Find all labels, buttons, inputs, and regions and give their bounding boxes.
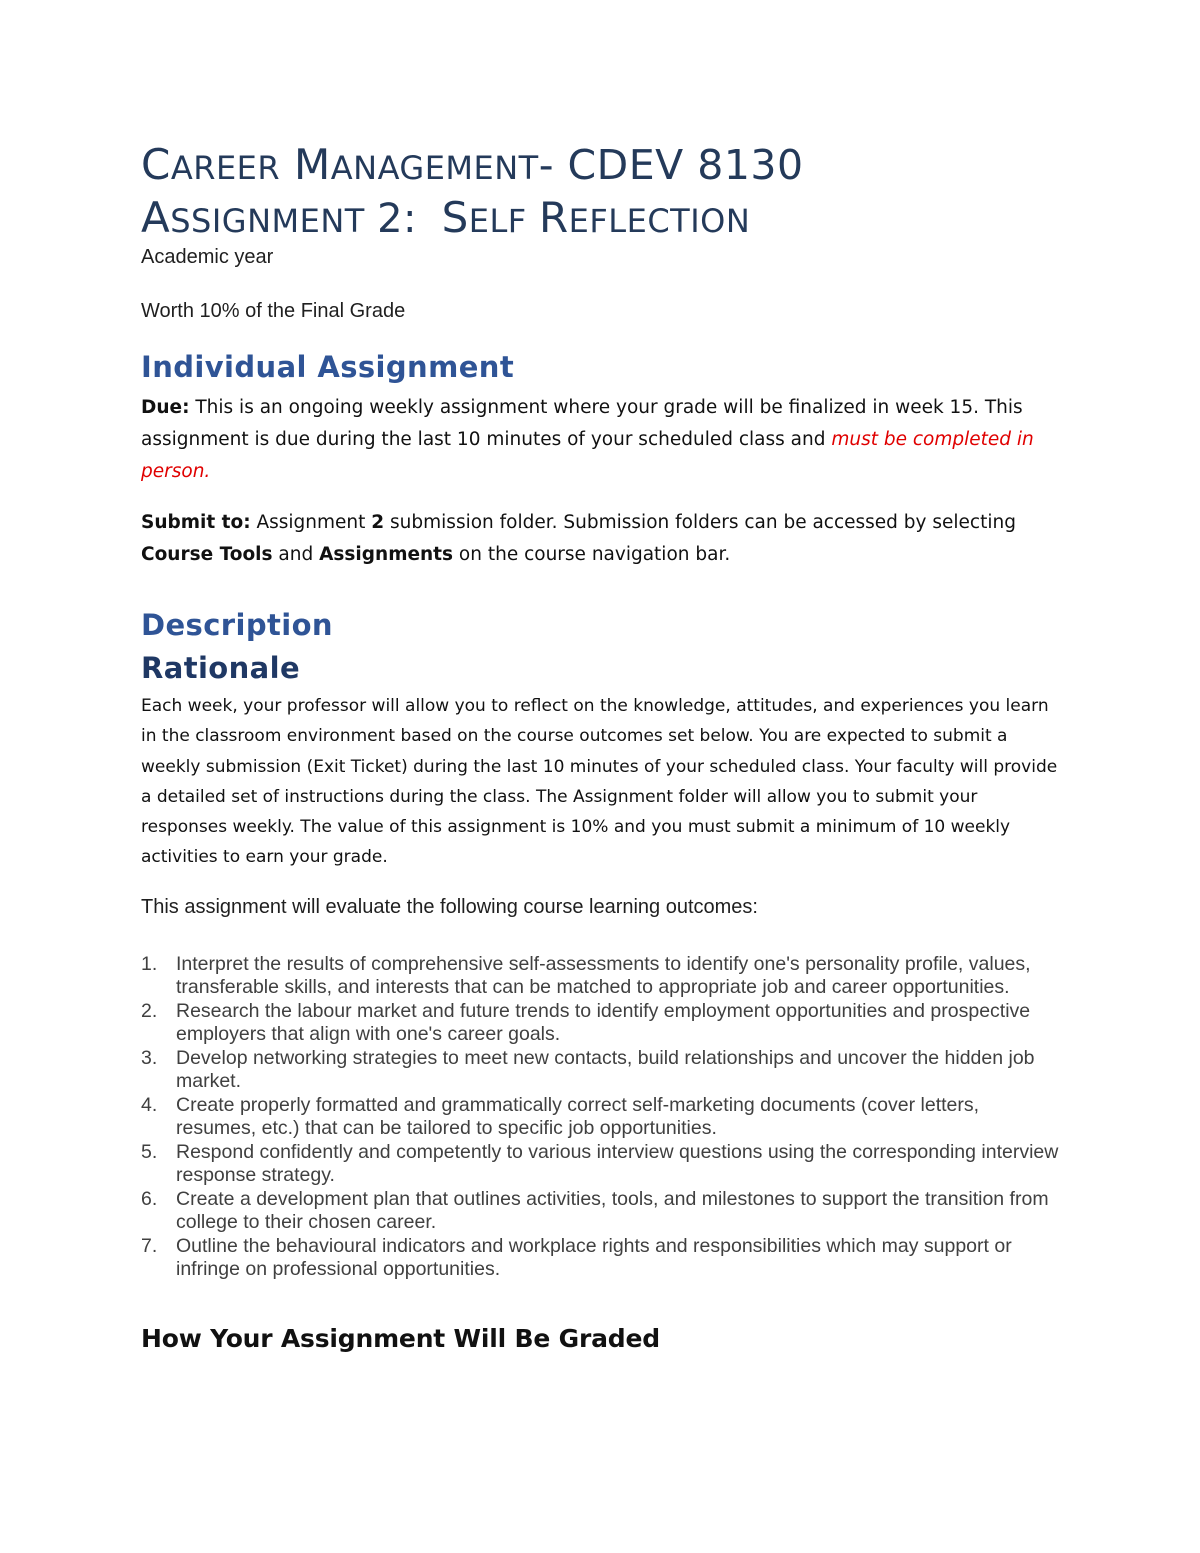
- document-title-line-1: [141, 140, 1061, 189]
- outcomes-intro: This assignment will evaluate the following course learning outcomes:: [141, 895, 758, 918]
- submit-text: Assignment: [250, 512, 372, 533]
- grading-heading: How Your Assignment Will Be Graded: [141, 1323, 660, 1353]
- assignment-number: 2:: [377, 196, 418, 242]
- outcome-text: Create properly formatted and grammatically correct self-marketing documents (cover letters, resumes, etc.) that can be tailored to specific job opportunities.: [176, 1093, 980, 1140]
- due-paragraph: [141, 392, 1061, 488]
- submit-text: submission folder. Submission folders can be accessed by selecting: [384, 512, 1016, 533]
- outcome-number: 7.: [141, 1234, 158, 1257]
- submit-label: Submit to:: [141, 512, 251, 533]
- outcome-item: [141, 1235, 1061, 1282]
- title-cap: M: [293, 140, 331, 189]
- outcome-item: [141, 1141, 1061, 1188]
- outcome-number: 4.: [141, 1093, 158, 1116]
- assignment-number-bold: 2: [371, 512, 385, 533]
- title-cap: R: [538, 193, 569, 242]
- rationale-paragraph: Each week, your professor will allow you to reflect on the knowledge, attitudes, and experiences you learn in the classroom environment based on the course outcomes set below. You are expected to submit a weekly submission (Exit Ticket) during the last 10 minutes of your scheduled class. Your faculty will provide a detailed set of instructions during the class. The Assignment folder will allow you to submit your responses weekly. The value of this assignment is 10% and you must submit a minimum of 10 weekly activities to earn your grade.: [141, 696, 1058, 868]
- description-heading: Description: [141, 608, 333, 642]
- individual-assignment-heading: Individual Assignment: [141, 350, 515, 384]
- assignments-label: Assignments: [319, 544, 454, 565]
- outcome-item: [141, 1047, 1061, 1094]
- submit-text: on the course navigation bar.: [453, 544, 731, 565]
- document-title-line-2: [141, 193, 1061, 242]
- outcome-text: Research the labour market and future trends to identify employment opportunities and prospective employers that align with one's career goals.: [176, 999, 1031, 1046]
- title-smallcaps: EFLECTION: [568, 202, 751, 240]
- submit-text: and: [272, 544, 320, 565]
- outcome-text: Outline the behavioural indicators and workplace rights and responsibilities which may support or infringe on professional opportunities.: [176, 1234, 1012, 1281]
- outcome-text: Respond confidently and competently to various interview questions using the corresponding interview response strategy.: [176, 1140, 1059, 1187]
- outcome-item: [141, 953, 1061, 1000]
- grade-weight: Worth 10% of the Final Grade: [141, 300, 406, 322]
- outcome-number: 3.: [141, 1046, 158, 1069]
- outcome-text: Interpret the results of comprehensive self-assessments to identify one's personality profile, values, transferable skills, and interests that can be matched to appropriate job and career opportunities.: [176, 952, 1031, 999]
- document-content: [141, 138, 1061, 1353]
- title-smallcaps: SSIGNMENT: [170, 202, 365, 240]
- outcome-item: [141, 1000, 1061, 1047]
- outcome-number: 6.: [141, 1187, 158, 1210]
- rationale-heading: Rationale: [141, 651, 301, 685]
- outcome-number: 1.: [141, 952, 158, 975]
- due-emphasis: must be completed in person.: [141, 429, 1034, 482]
- submit-paragraph: [141, 507, 1061, 571]
- title-smallcaps: ANAGEMENT: [330, 149, 539, 187]
- due-label: Due:: [141, 397, 190, 418]
- title-smallcaps: ELF: [468, 202, 527, 240]
- outcome-text: Develop networking strategies to meet new contacts, build relationships and uncover the hidden job market.: [176, 1046, 1035, 1093]
- outcome-number: 5.: [141, 1140, 158, 1163]
- academic-year: Academic year: [141, 246, 274, 268]
- due-text: This is an ongoing weekly assignment where your grade will be finalized in week 15. This assignment is due during the last 10 minutes of your scheduled class and: [141, 397, 1023, 450]
- title-cap: A: [141, 193, 171, 242]
- outcome-item: [141, 1188, 1061, 1235]
- outcome-item: [141, 1094, 1061, 1141]
- outcome-number: 2.: [141, 999, 158, 1022]
- course-code: - CDEV 8130: [538, 141, 804, 189]
- learning-outcomes-list: [141, 953, 1061, 1282]
- title-cap: C: [141, 140, 171, 189]
- outcome-text: Create a development plan that outlines activities, tools, and milestones to support the transition from college to their chosen career.: [176, 1187, 1049, 1234]
- title-smallcaps: AREER: [170, 149, 281, 187]
- title-cap: S: [441, 193, 469, 242]
- course-tools-label: Course Tools: [141, 544, 273, 565]
